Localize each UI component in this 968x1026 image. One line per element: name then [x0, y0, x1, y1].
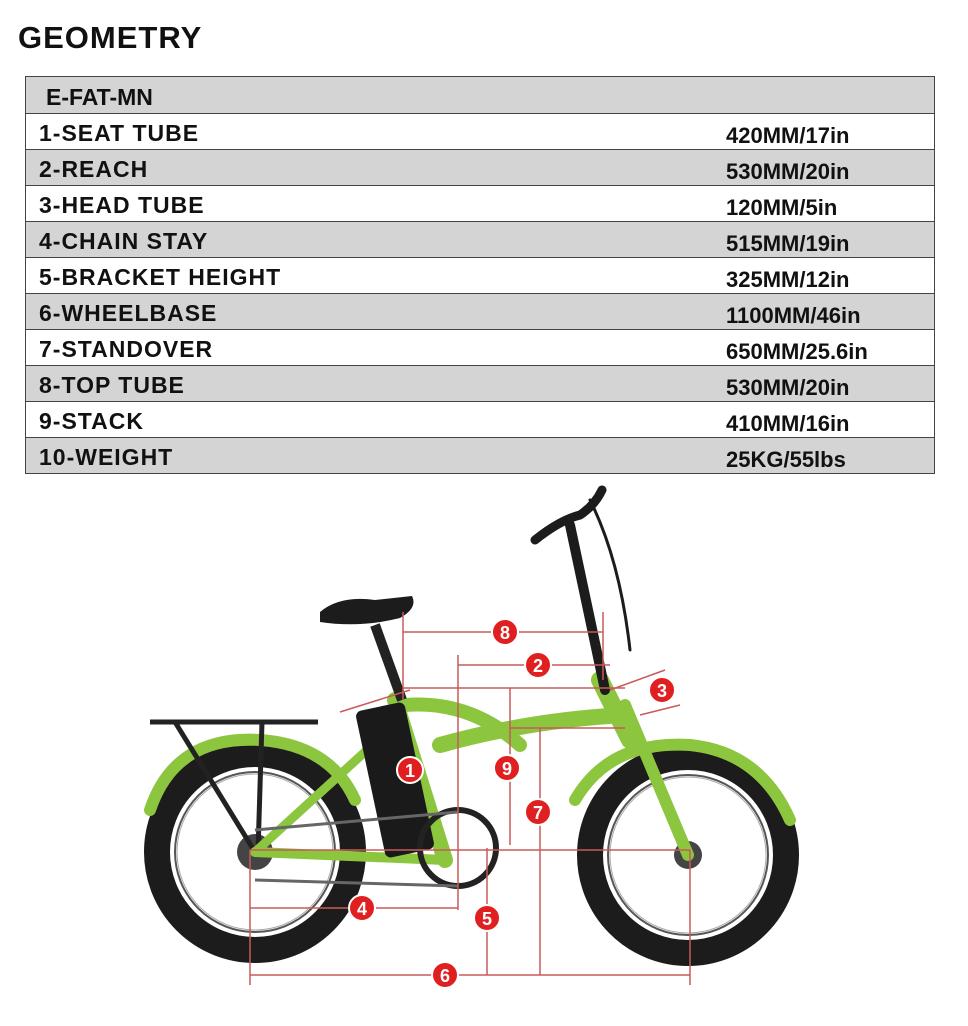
table-row — [26, 185, 934, 221]
marker-6 — [432, 962, 458, 988]
row-label: 6-WHEELBASE — [39, 300, 218, 326]
svg-text:3: 3 — [656, 681, 668, 701]
marker-3 — [649, 677, 675, 703]
marker-8 — [492, 619, 518, 645]
row-label: 8-TOP TUBE — [39, 372, 185, 398]
row-value: 530MM/20in — [726, 375, 850, 400]
svg-text:9: 9 — [501, 759, 513, 779]
table-row — [26, 329, 934, 365]
svg-text:1: 1 — [404, 761, 416, 781]
table-row — [26, 257, 934, 293]
row-value: 410MM/16in — [726, 411, 850, 436]
bike-geometry-diagram — [120, 470, 960, 1010]
svg-text:4: 4 — [356, 899, 368, 919]
row-value: 120MM/5in — [726, 195, 838, 220]
table-header-row — [26, 77, 934, 113]
marker-4 — [349, 895, 375, 921]
table-row — [26, 149, 934, 185]
row-label: 10-WEIGHT — [39, 444, 174, 470]
row-label: 7-STANDOVER — [39, 336, 214, 362]
table-row — [26, 221, 934, 257]
model-name: E-FAT-MN — [46, 84, 153, 110]
row-label: 9-STACK — [39, 408, 144, 434]
svg-text:6: 6 — [439, 966, 451, 986]
svg-text:5: 5 — [481, 909, 493, 929]
marker-9 — [494, 755, 520, 781]
row-value: 325MM/12in — [726, 267, 850, 292]
row-value: 515MM/19in — [726, 231, 850, 256]
marker-2 — [525, 652, 551, 678]
geometry-table — [25, 76, 935, 474]
svg-text:2: 2 — [532, 656, 544, 676]
row-label: 4-CHAIN STAY — [39, 228, 209, 254]
page-title: GEOMETRY — [18, 20, 203, 55]
marker-5 — [474, 905, 500, 931]
table-row — [26, 365, 934, 401]
row-label: 2-REACH — [39, 156, 149, 182]
svg-text:7: 7 — [532, 803, 544, 823]
row-label: 3-HEAD TUBE — [39, 192, 205, 218]
table-row — [26, 293, 934, 329]
row-value: 25KG/55lbs — [726, 447, 846, 472]
row-label: 5-BRACKET HEIGHT — [39, 264, 282, 290]
row-value: 420MM/17in — [726, 123, 850, 148]
marker-7 — [525, 799, 551, 825]
svg-text:8: 8 — [499, 623, 511, 643]
row-value: 530MM/20in — [726, 159, 850, 184]
saddle — [320, 596, 414, 624]
row-label: 1-SEAT TUBE — [39, 120, 200, 146]
row-value: 1100MM/46in — [726, 303, 861, 328]
table-row — [26, 113, 934, 149]
table-row — [26, 401, 934, 437]
marker-1 — [397, 757, 423, 783]
row-value: 650MM/25.6in — [726, 339, 868, 364]
seat-post — [375, 625, 402, 700]
table-row — [26, 437, 934, 473]
